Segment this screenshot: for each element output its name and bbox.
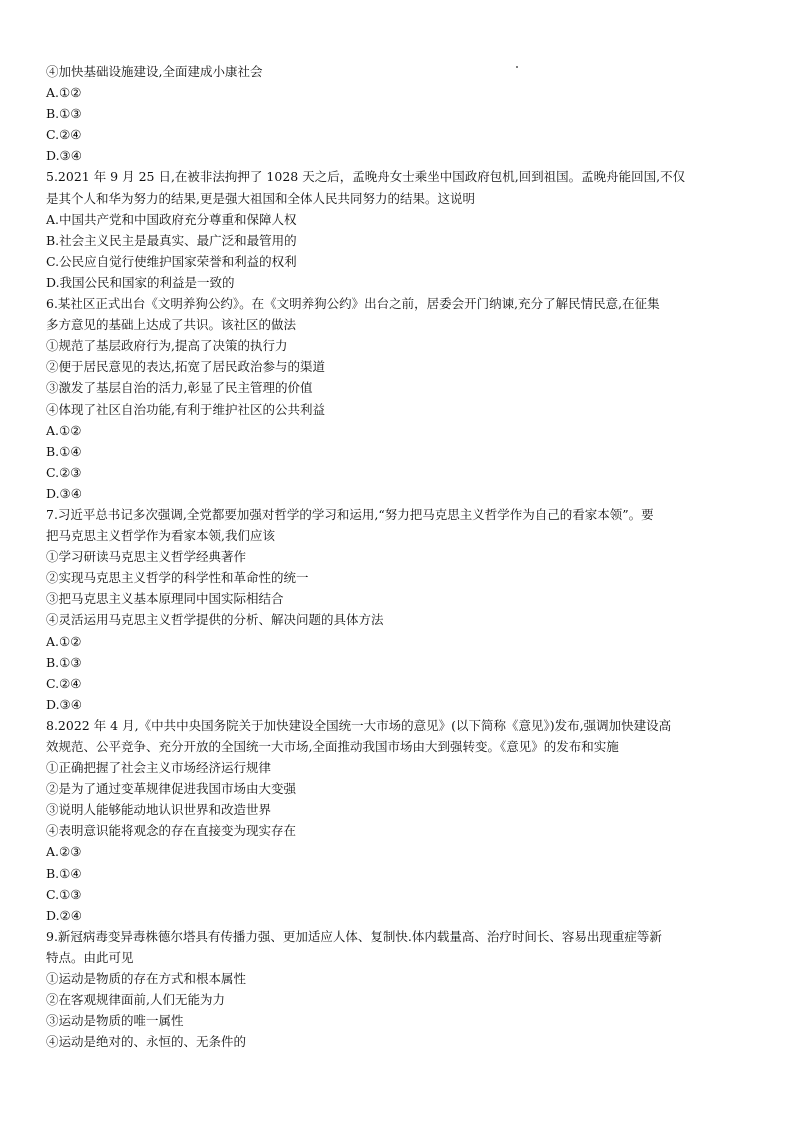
q6-choice-b: B.①④	[46, 443, 82, 459]
q6-stem-line-1: 6.某社区正式出台《文明养狗公约》。在《文明养狗公约》出台之前，居委会开门纳谏,充分了解民情民意,在征集	[46, 296, 660, 312]
q5-stem-line-2: 是其个人和华为努力的结果,更是强大祖国和全体人民共同努力的结果。这说明	[46, 190, 475, 206]
q6-option-1: ①规范了基层政府行为,提高了决策的执行力	[46, 338, 288, 354]
q7-option-1: ①学习研读马克思主义哲学经典著作	[46, 549, 247, 565]
q8-option-3: ③说明人能够能动地认识世界和改造世界	[46, 802, 272, 818]
q5-choice-b: B.社会主义民主是最真实、最广泛和最管用的	[46, 232, 297, 248]
q7-stem-line-1: 7.习近平总书记多次强调,全党都要加强对哲学的学习和运用,“努力把马克思主义哲学作为自己的看家本领”。要	[46, 506, 654, 522]
q9-option-1: ①运动是物质的存在方式和根本属性	[46, 971, 247, 987]
q6-option-4: ④体现了社区自治功能,有利于维护社区的公共利益	[46, 401, 325, 417]
q4-option-4: ④加快基础设施建设,全面建成小康社会	[46, 64, 263, 79]
q7-stem-line-2: 把马克思主义哲学作为看家本领,我们应该	[46, 528, 275, 544]
q5-choice-c: C.公民应自觉行使维护国家荣誉和利益的权利	[46, 253, 297, 269]
q5-choice-d: D.我国公民和国家的利益是一致的	[46, 274, 235, 290]
q7-choice-a: A.①②	[46, 633, 82, 649]
q8-option-1: ①正确把握了社会主义市场经济运行规律	[46, 760, 272, 776]
q7-option-2: ②实现马克思主义哲学的科学性和革命性的统一	[46, 570, 309, 586]
q5-choice-a: A.中国共产党和中国政府充分尊重和保障人权	[46, 211, 297, 227]
q9-option-4: ④运动是绝对的、永恒的、无条件的	[46, 1034, 247, 1050]
q5-stem-line-1: 5.2021 年 9 月 25 日,在被非法拘押了 1028 天之后，孟晚舟女士乘坐中国政府包机,回到祖国。孟晚舟能回国,不仅	[46, 169, 686, 185]
q8-choice-c: C.①③	[46, 886, 82, 902]
q9-option-2: ②在客观规律面前,人们无能为力	[46, 992, 225, 1008]
q6-stem-line-2: 多方意见的基础上达成了共识。该社区的做法	[46, 317, 297, 333]
q8-stem-line-2: 效规范、公平竞争、充分开放的全国统一大市场,全面推动我国市场由大到强转变。《意见》的发布和实施	[46, 739, 619, 754]
q8-option-4: ④表明意识能将观念的存在直接变为现实存在	[46, 823, 297, 839]
q7-choice-d: D.③④	[46, 696, 82, 712]
q9-stem-line-1: 9.新冠病毒变异毒株德尔塔具有传播力强、更加适应人体、复制快.体内载量高、治疗时间长、容易出现重症等新	[46, 928, 662, 944]
q7-option-4: ④灵活运用马克思主义哲学提供的分析、解决问题的具体方法	[46, 612, 384, 628]
q6-choice-c: C.②③	[46, 464, 82, 480]
q4-choice-c: C.②④	[46, 127, 82, 143]
q9-option-3: ③运动是物质的唯一属性	[46, 1013, 184, 1029]
q6-choice-a: A.①②	[46, 422, 82, 438]
q8-stem-line-1: 8.2022 年 4 月,《中共中央国务院关于加快建设全国统一大市场的意见》(以下简称《意见》)发布,强调加快建设高	[46, 717, 672, 733]
q6-choice-d: D.③④	[46, 485, 82, 501]
q9-stem-line-2: 特点。由此可见	[46, 949, 134, 965]
q8-option-2: ②是为了通过变革规律促进我国市场由大变强	[46, 781, 297, 797]
q7-choice-c: C.②④	[46, 675, 82, 691]
q8-choice-b: B.①④	[46, 865, 82, 881]
q6-option-2: ②便于居民意见的表达,拓宽了居民政治参与的渠道	[46, 359, 325, 375]
q6-option-3: ③激发了基层自治的活力,彰显了民主管理的价值	[46, 380, 313, 396]
q4-choice-a: A.①②	[46, 85, 82, 101]
q8-choice-a: A.②③	[46, 844, 82, 860]
q4-choice-b: B.①③	[46, 106, 82, 122]
q8-choice-d: D.②④	[46, 907, 82, 923]
exam-page	[46, 61, 752, 1052]
q4-choice-d: D.③④	[46, 148, 82, 164]
q7-choice-b: B.①③	[46, 654, 82, 670]
q7-option-3: ③把马克思主义基本原理同中国实际相结合	[46, 591, 284, 607]
